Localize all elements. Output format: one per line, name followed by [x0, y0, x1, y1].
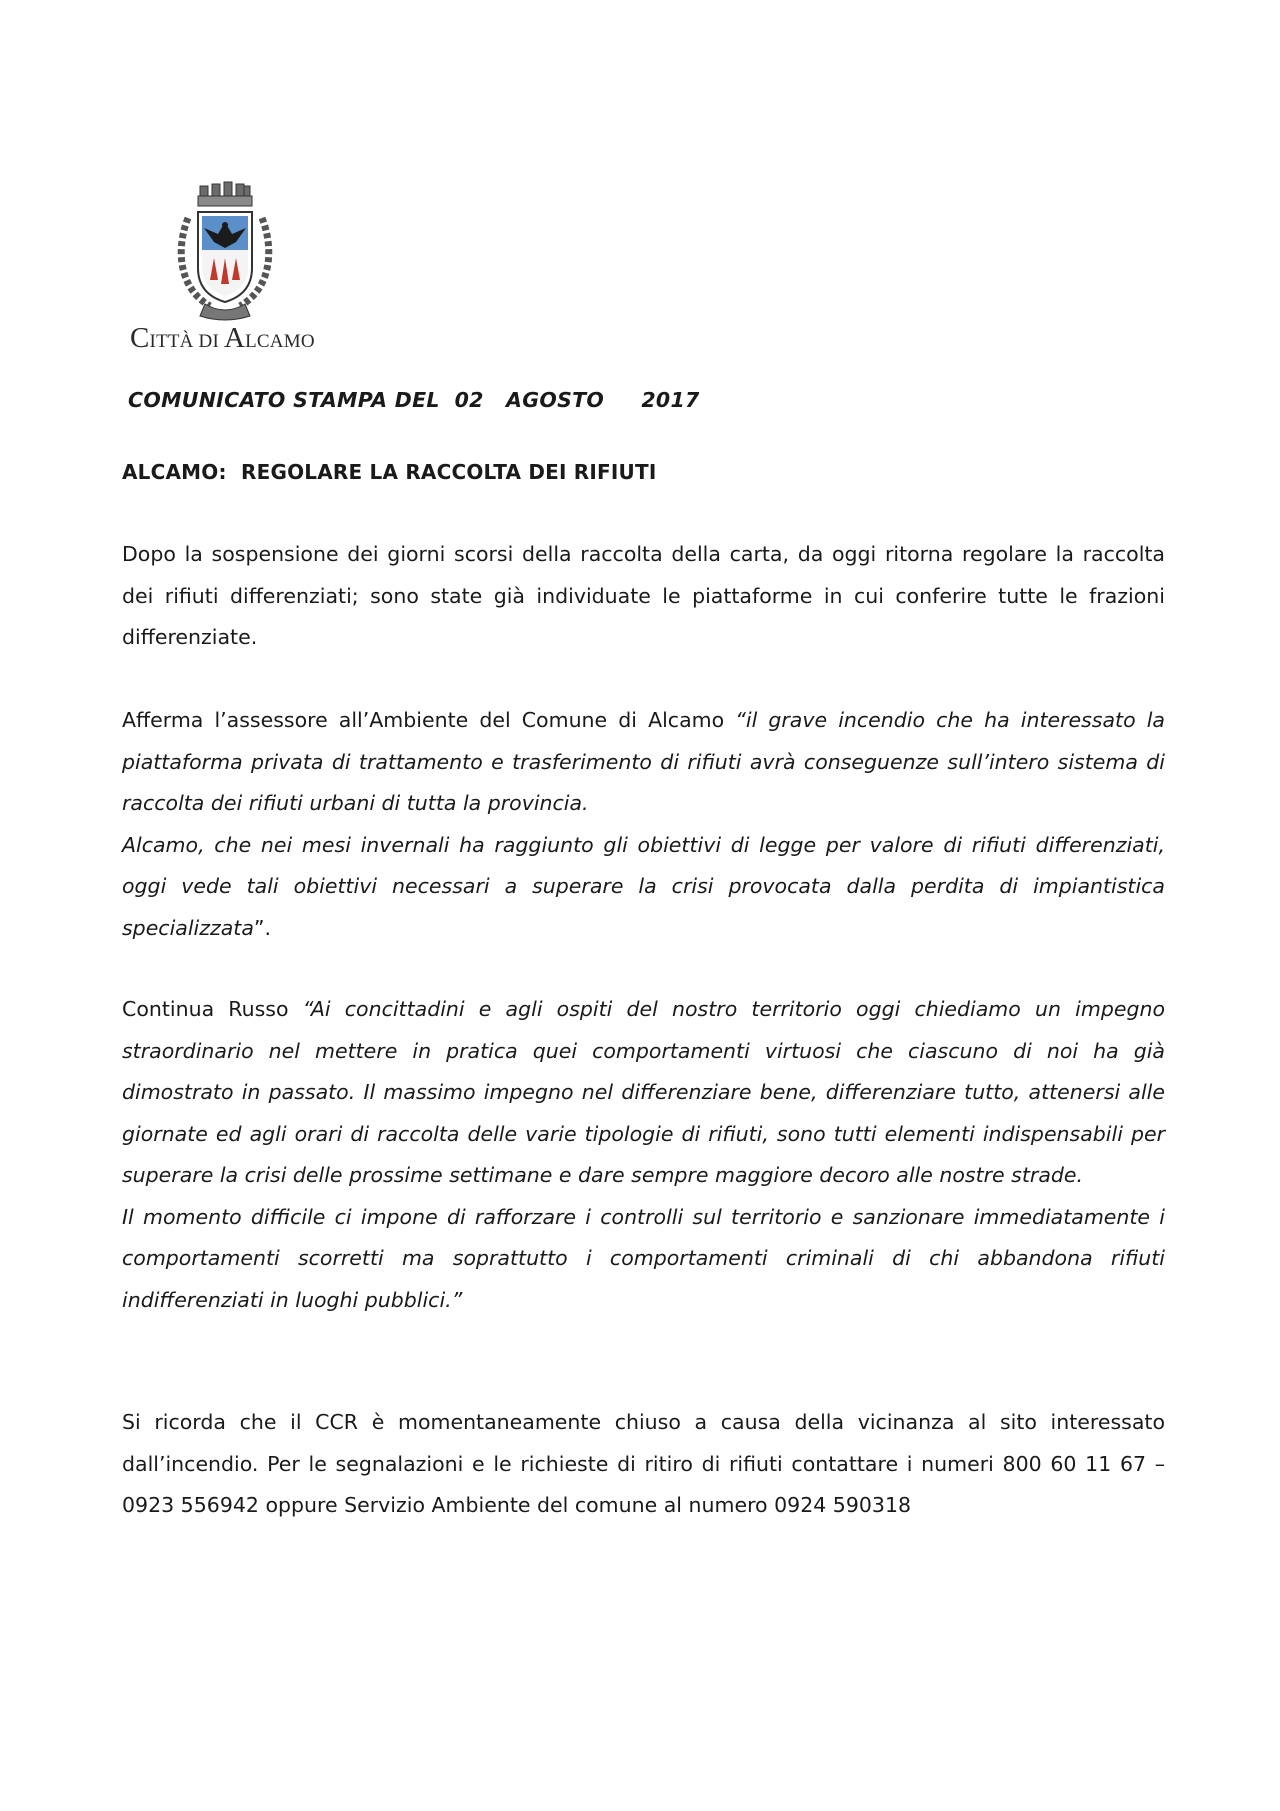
paragraph-2 [122, 700, 1165, 949]
paragraph-3-quote-continued: Il momento difficile ci impone di rafforzare i controlli sul territorio e sanzionare immediatamente i comportamenti scorretti ma soprattutto i comportamenti criminali di chi abbandona rifiuti indifferenziati in luoghi pubblici.” [122, 1204, 1165, 1312]
paragraph-3b-text [122, 1197, 1165, 1322]
city-name-initial-2: A [223, 322, 246, 354]
paragraph-1-text: Dopo la sospensione dei giorni scorsi della raccolta della carta, da oggi ritorna regolare la raccolta dei rifiuti differenziati; sono state già individuate le piattaforme in cui conferire tutte le frazioni differenziate. [122, 542, 1165, 649]
paragraph-2-end: ”. [253, 915, 272, 940]
city-name [130, 322, 330, 355]
city-name-part-2: LCAMO [245, 331, 315, 352]
paragraph-2-text [122, 700, 1165, 825]
coat-of-arms-icon [170, 178, 280, 328]
city-name-part: ITTÀ DI [149, 331, 224, 352]
paragraph-2-intro: Afferma l’assessore all’Ambiente del Comune di Alcamo [122, 708, 736, 732]
press-release-date: COMUNICATO STAMPA DEL 02 AGOSTO 2017 [128, 388, 700, 412]
paragraph-2-quote-continued: Alcamo, che nei mesi invernali ha raggiunto gli obiettivi di legge per valore di rifiuti differenziati, oggi vede tali obiettivi necessari a superare la crisi provocata dalla perdita di impiantistica specializzata [122, 832, 1165, 940]
paragraph-4 [122, 1402, 1165, 1527]
paragraph-2-quote: “il grave incendio che ha interessato la piattaforma privata di trattamento e trasferimento di rifiuti avrà conseguenze sull’intero sistema di raccolta dei rifiuti urbani di tutta la provincia. [122, 708, 1165, 815]
paragraph-3-quote: “Ai concittadini e agli ospiti del nostro territorio oggi chiediamo un impegno straordinario nel mettere in pratica quei comportamenti virtuosi che ciascuno di noi ha già dimostrato in passato. Il massimo impegno nel differenziare bene, differenziare tutto, attenersi alle giornate ed agli orari di raccolta delle varie tipologie di rifiuti, sono tutti elementi indispensabili per superare la crisi delle prossime settimane e dare sempre maggiore decoro alle nostre strade. [122, 997, 1165, 1187]
paragraph-1 [122, 534, 1165, 659]
paragraph-3-intro: Continua Russo [122, 997, 303, 1021]
paragraph-3 [122, 989, 1165, 1321]
paragraph-3-text [122, 989, 1165, 1197]
city-name-initial: C [130, 322, 150, 354]
paragraph-4-text: Si ricorda che il CCR è momentaneamente chiuso a causa della vicinanza al sito interessato dall’incendio. Per le segnalazioni e le richieste di ritiro di rifiuti contattare i numeri 800 60 11 67 – 0923 556942 oppure Servizio Ambiente del comune al numero 0924 590318 [122, 1410, 1165, 1517]
paragraph-2b-text [122, 825, 1165, 950]
headline: ALCAMO: REGOLARE LA RACCOLTA DEI RIFIUTI [122, 460, 657, 484]
